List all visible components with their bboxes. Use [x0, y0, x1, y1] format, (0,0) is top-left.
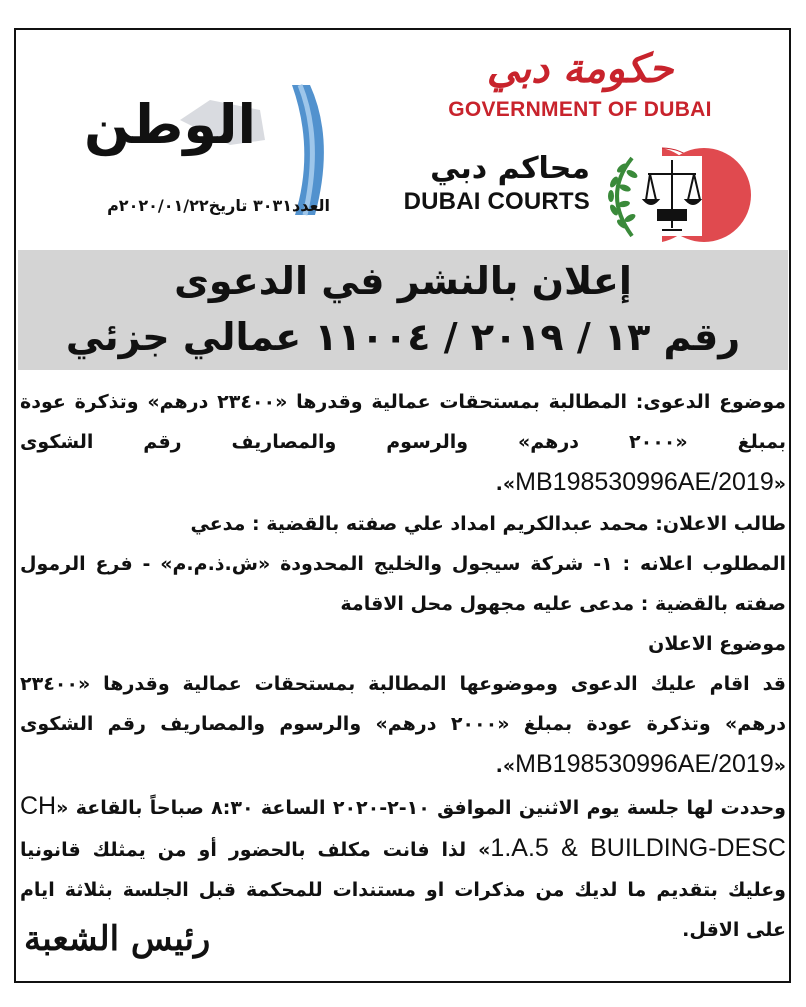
notice-complaint-code: MB198530996AE/2019 — [515, 750, 774, 778]
notice-text-end: ». — [495, 755, 516, 777]
signature: رئيس الشعبة — [24, 919, 211, 959]
government-name-ar: حكومة دبي — [486, 45, 674, 92]
case-subject-end: ». — [495, 473, 516, 495]
issue-date: العدد٣٠٣١ تاريخ٢٠٢٠/٠١/٢٢م — [107, 196, 330, 215]
hearing-room: CH 1.A.5 & BUILDING-DESC — [20, 792, 786, 862]
hearing-text-a: وحددت لها جلسة يوم الاثنين الموافق ١٠-٢-٢٠٢٠ الساعة ٨:٣٠ صباحاً بالقاعة « — [56, 797, 786, 819]
case-subject — [20, 382, 786, 504]
complaint-code: MB198530996AE/2019 — [515, 468, 774, 496]
government-name-en: GOVERNMENT OF DUBAI — [448, 98, 712, 121]
respondent: المطلوب اعلانه : ١- شركة سيجول والخليج المحدودة «ش.ذ.م.م» - فرع الرمول صفته بالقضية : مدعى عليه مجهول محل الاقامة — [20, 553, 786, 615]
courts-name-ar: محاكم دبي — [430, 151, 590, 186]
notice-title: إعلان بالنشر في الدعوى — [174, 259, 632, 303]
requester: طالب الاعلان: محمد عبدالكريم امداد علي صفته بالقضية : مدعي — [190, 513, 786, 535]
notice-text — [20, 664, 786, 786]
hearing-text-b: » لذا فانت مكلف بالحضور أو من يمثلك قانونيا وعليك بتقديم ما لديك من مذكرات او مستندات للمحكمة قبل الجلسة بثلاثة ايام على الاقل. — [20, 839, 786, 941]
justice-scales-icon — [592, 138, 792, 248]
government-logo — [440, 44, 720, 136]
courts-name-en: DUBAI COURTS — [403, 188, 590, 215]
courts-logo — [380, 150, 590, 216]
notice-body — [20, 382, 786, 950]
case-subject-text: موضوع الدعوى: المطالبة بمستحقات عمالية وقدرها «٢٣٤٠٠ درهم» وتذكرة عودة بمبلغ «٢٠٠٠ درهم» والرسوم والمصاريف رقم الشكوى « — [20, 391, 786, 495]
courts-emblem — [592, 138, 792, 248]
case-number: رقم ١٣ / ٢٠١٩ / ١١٠٠٤ عمالي جزئي — [65, 315, 741, 359]
newspaper-name: الوطن — [83, 93, 257, 156]
title-band — [18, 250, 788, 370]
notice-heading: موضوع الاعلان — [648, 633, 786, 655]
notice-text-a: قد اقام عليك الدعوى وموضوعها المطالبة بمستحقات عمالية وقدرها «٢٣٤٠٠ درهم» وتذكرة عودة بمبلغ «٢٠٠٠ درهم» والرسوم والمصاريف رقم الشكوى « — [20, 673, 787, 777]
